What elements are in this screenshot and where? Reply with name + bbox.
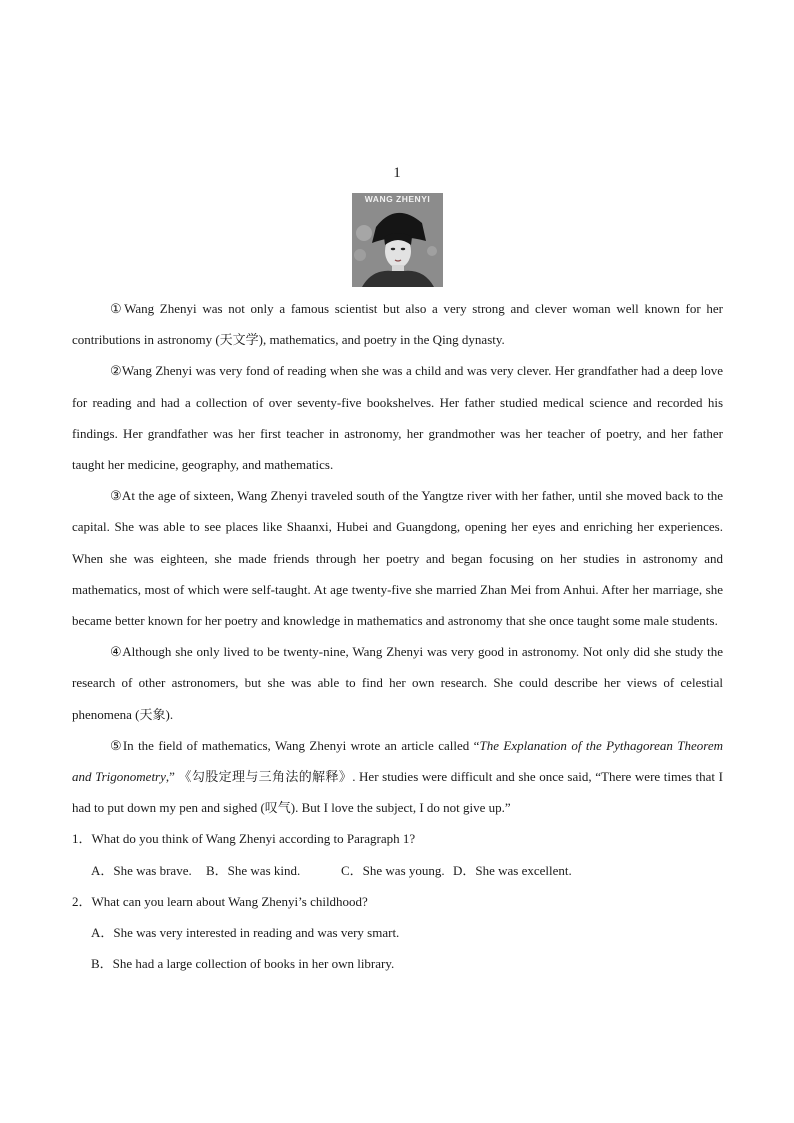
question-2-stem: 2．What can you learn about Wang Zhenyi’s childhood?: [72, 893, 368, 909]
question-1-option-c: C．She was young.: [341, 862, 445, 878]
paragraph-1: ①Wang Zhenyi was not only a famous scientist but also a very strong and clever woman well known for her contributions in astronomy (天文学), mathematics, and poetry in the Qing dynasty.: [72, 301, 723, 348]
question-2-option-b: B．She had a large collection of books in her own library.: [91, 956, 395, 972]
question-1-stem: 1．What do you think of Wang Zhenyi according to Paragraph 1?: [72, 831, 416, 847]
paragraph-5: [72, 730, 723, 824]
question-1-option-a: A．She was brave.: [91, 862, 192, 878]
question-1-option-b: B．She was kind.: [206, 862, 301, 878]
paragraph-5-rest: . Her studies were difficult and she once said, “There were times that I had to put down my pen and sighed (叹气). But I love the subject, I do not give up.”: [72, 769, 723, 816]
paragraph-4: ④Although she only lived to be twenty-nine, Wang Zhenyi was very good in astronomy. Not only did she study the research of other astronomers, but she was able to find her own research. She could describe her views of celestial phenomena (天象).: [72, 644, 723, 722]
page-number: 1: [393, 165, 401, 181]
article-title-chinese: 《勾股定理与三角法的解释》: [178, 769, 353, 785]
paragraph-2: ②Wang Zhenyi was very fond of reading when she was a child and was very clever. Her grandfather had a deep love for reading and had a collection of over seventy-five bookshelves. Her father studied medical science and recorded his findings. Her grandfather was her first teacher in astronomy, her grandmother was her teacher of poetry, and her father taught her medicine, geography, and mathematics.: [72, 363, 723, 473]
question-2-option-a: A．She was very interested in reading and was very smart.: [91, 925, 400, 941]
article-title-english: The Explanation of the Pythagorean Theorem and Trigonometry: [72, 737, 723, 785]
question-1-option-d: D．She was excellent.: [453, 862, 572, 878]
portrait-caption: WANG ZHENYI: [364, 194, 431, 204]
portrait-illustration: [352, 193, 443, 287]
paragraph-3: ③At the age of sixteen, Wang Zhenyi traveled south of the Yangtze river with her father, until she moved back to the capital. She was able to see places like Shaanxi, Hubei and Guangdong, opening her eyes and enriching her experiences. When she was eighteen, she made friends through her poetry and began focusing on her studies in astronomy and mathematics, most of which were self-taught. At age twenty-five she married Zhan Mei from Anhui. After her marriage, she became better known for her poetry and knowledge in mathematics and astronomy that she once taught some male students.: [72, 488, 723, 629]
portrait-image: [352, 193, 443, 287]
paragraph-5-lead: ⑤In the field of mathematics, Wang Zhenyi wrote an article called “: [110, 737, 480, 753]
question-1-options: [72, 855, 723, 886]
article-text: [72, 293, 723, 979]
paragraph-5-mid: ,”: [165, 769, 179, 785]
